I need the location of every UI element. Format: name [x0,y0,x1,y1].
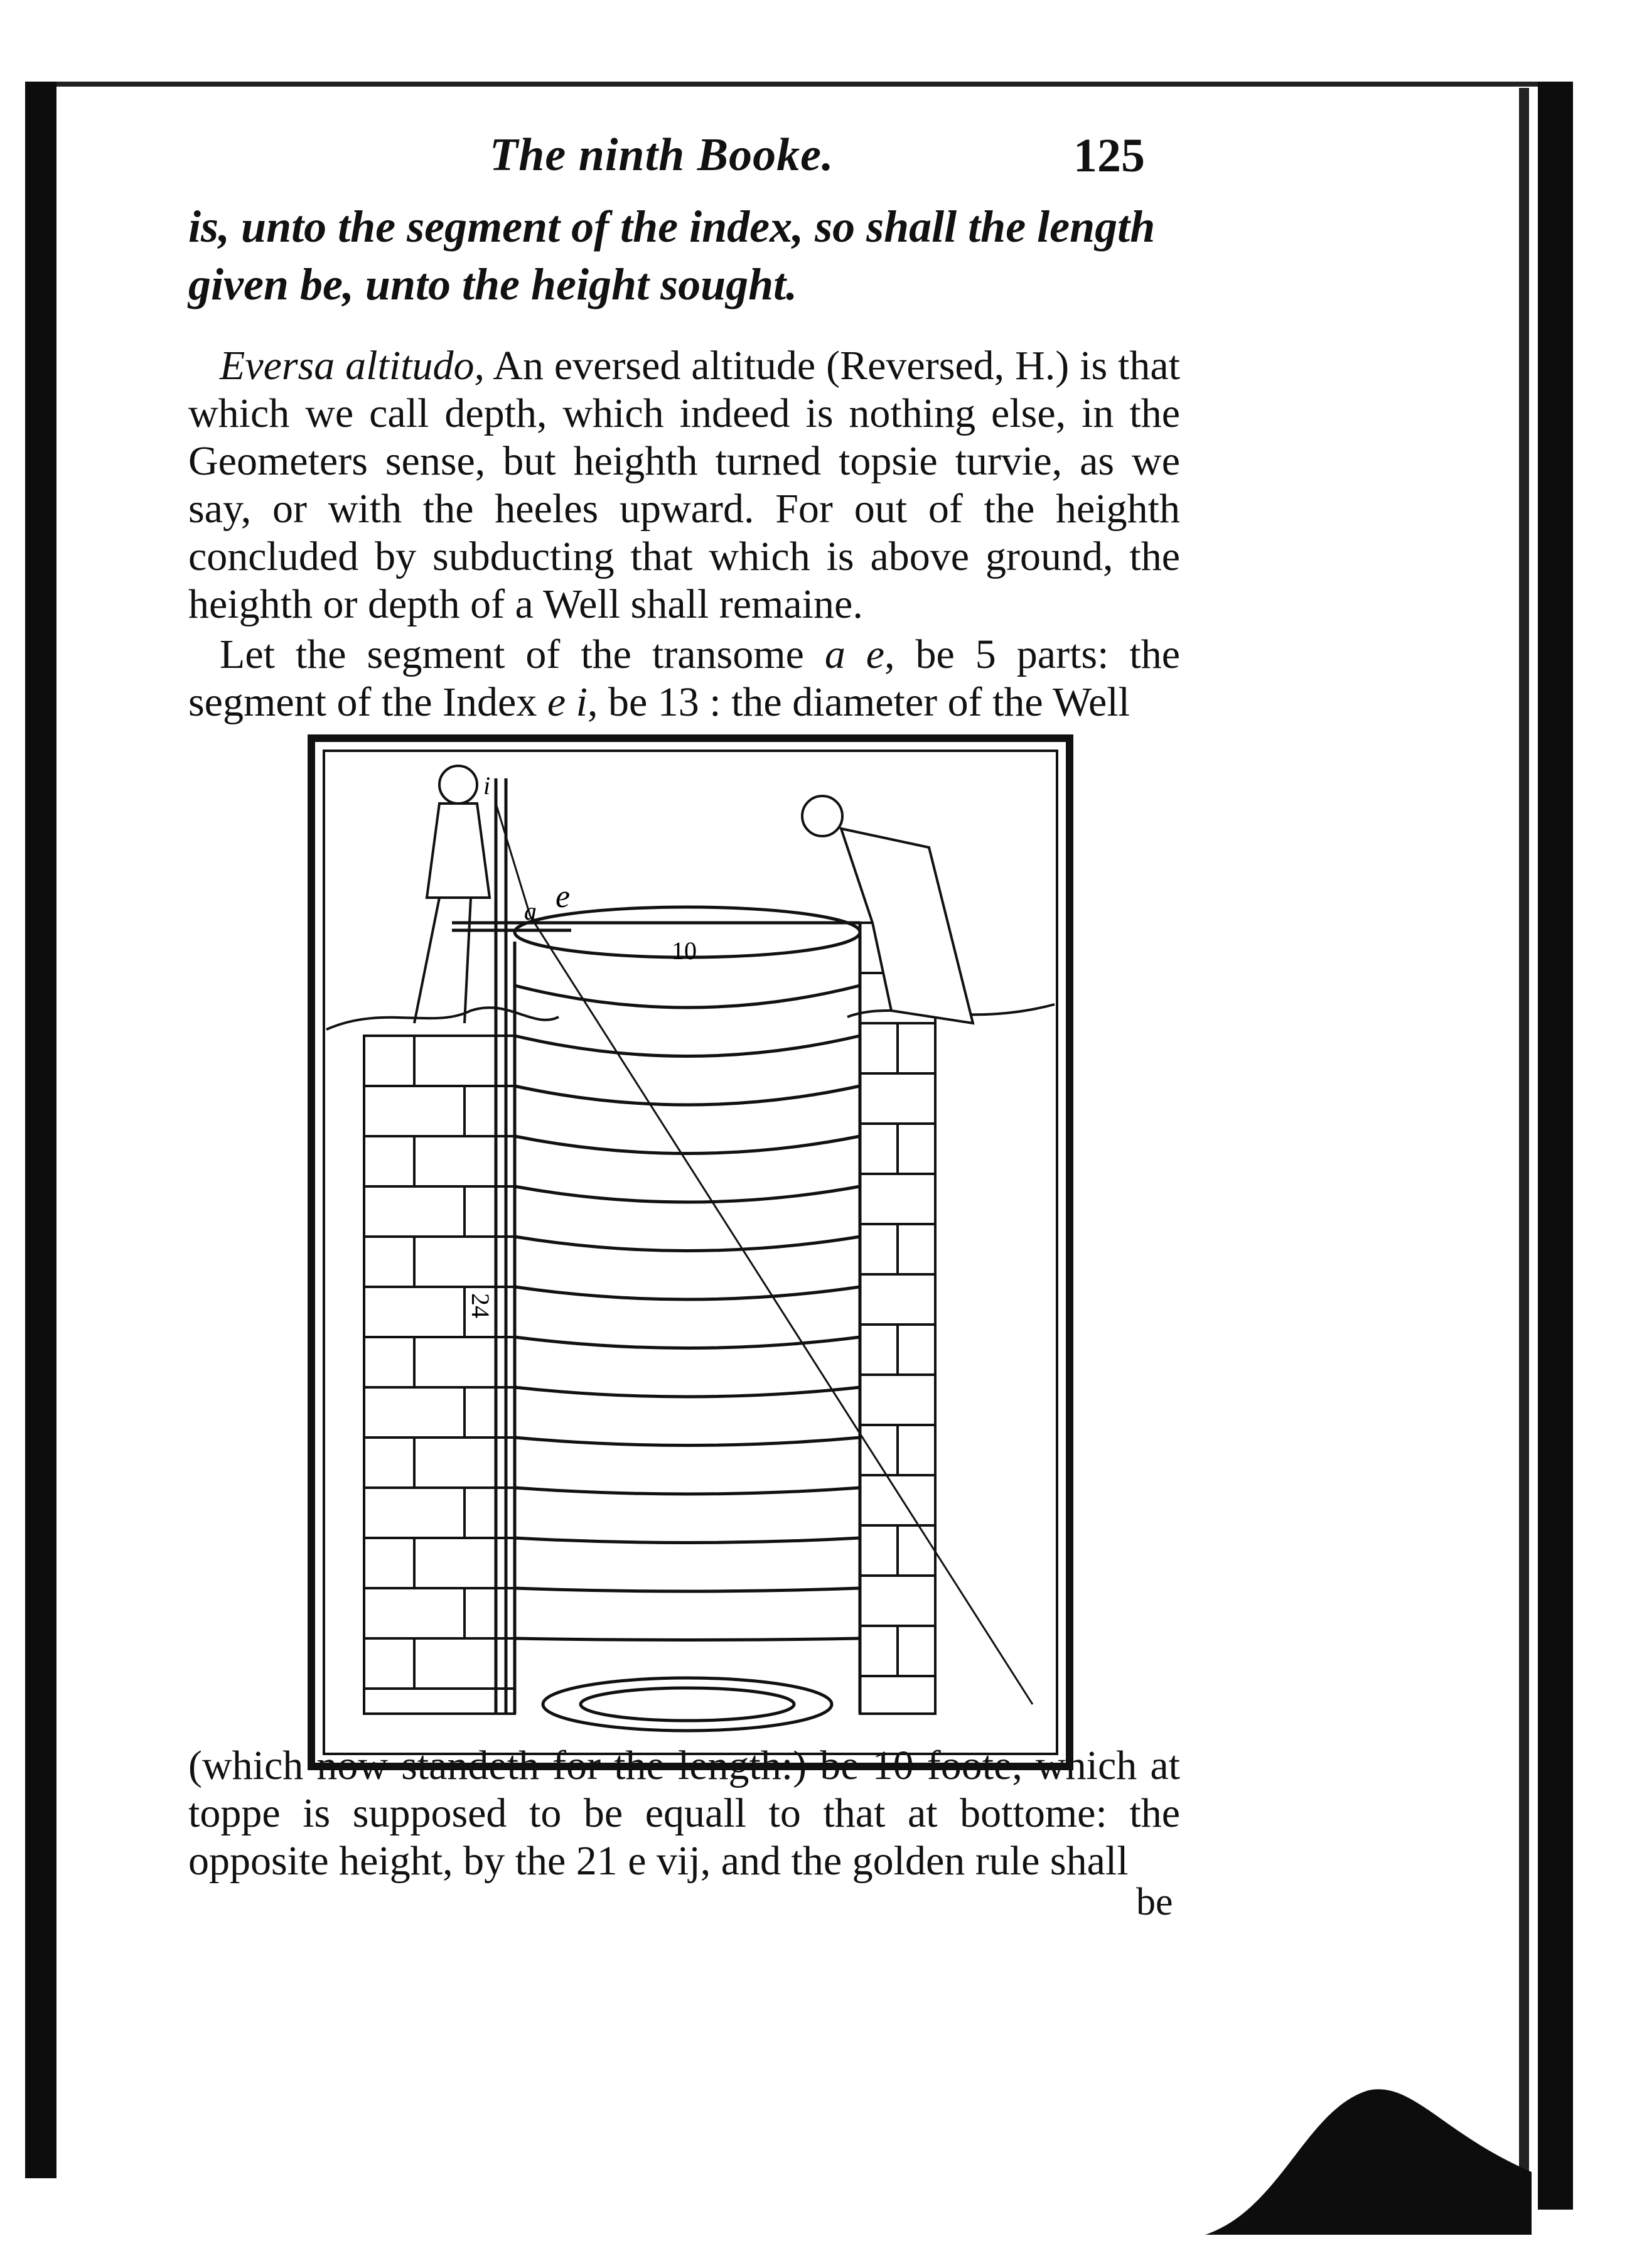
lead-paragraph [188,198,1180,313]
label-ae: a e [824,631,885,677]
well-shaft [515,907,860,1731]
segments-text-a: Let the segment of the transome [220,631,825,677]
figure-label-10: 10 [672,937,697,965]
well-woodcut-figure [308,734,1073,1770]
segments-text-c: , be 13 : the diameter of the Well [587,679,1130,725]
page-left-shadow [25,82,56,2178]
label-ei: e i [547,679,588,725]
sight-line [530,916,1033,1704]
page-number: 125 [1073,129,1145,182]
well-illustration [308,734,1073,1770]
paragraph-eversa-altitudo [188,342,1180,628]
figure-label-24: 24 [466,1293,495,1318]
observer-figure-right [802,796,973,1023]
running-head: The ninth Booke. [490,129,834,181]
paragraph-eversa-text: An eversed altitude (Reversed, H.) is that which we call depth, which indeed is nothing else, in the Geometers sense, but heighth turned topsie turvie, as we say, or with the heeles upward. For out of the heighth concluded by subducting that which is above ground, the heighth or depth of a Well shall remaine. [188,343,1180,627]
paragraph-segments [188,631,1180,726]
latin-term: Eversa altitudo, [220,343,485,389]
paragraph-after-figure [188,1742,1180,1885]
left-brick-wall [364,1036,515,1714]
bottom-ink-blot [1205,2084,1532,2235]
figure-label-i: i [483,771,491,800]
paragraph-eversa-body [188,342,1180,628]
page-right-gutter [1519,88,1529,2197]
lead-text: is, unto the segment of the index, so shall the length given be, unto the height sought. [188,202,1156,309]
segments-text-b: , be 5 parts: the segment of the Index [188,631,1180,725]
page-header [0,129,1632,185]
page-top-edge [25,82,1569,87]
right-brick-wall [860,923,935,1714]
paragraph-segments-body [188,631,1180,726]
surveyor-figure-left [414,766,490,1023]
figure-label-e: e [556,879,571,915]
paragraph-after-figure-text: (which now standeth for the length:) be 10 foote, which at toppe is supposed to be equall to that at bottome: the opposite height, by the 21 e vij, and the golden rule shall [188,1743,1180,1884]
figure-label-a: a [524,897,537,925]
catchword: be [1136,1881,1173,1923]
page-right-shadow [1538,82,1573,2210]
